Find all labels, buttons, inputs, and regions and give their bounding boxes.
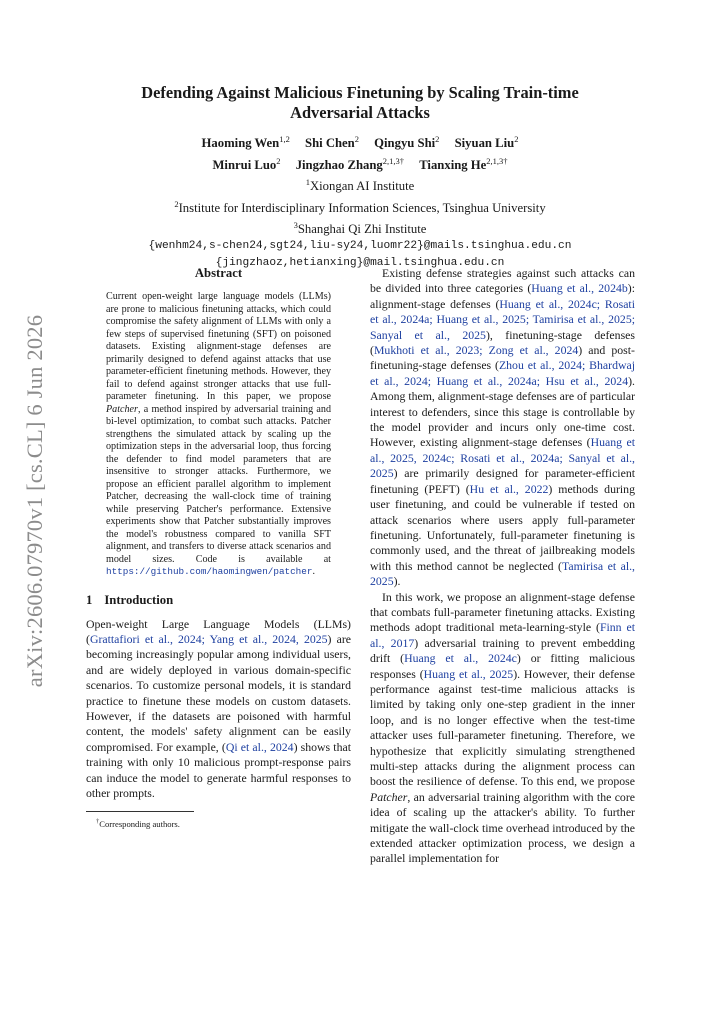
paragraph-text: ). [393, 574, 401, 589]
author-list [100, 130, 620, 174]
affiliation: $^1$Xiongan AI Institute [305, 177, 415, 194]
abstract-heading: Abstract [194, 266, 243, 280]
author: Shi Chen$^2$ [305, 134, 359, 151]
paragraph-text: ). Among them, alignment-stage defenses are of particular interest to defenders, since this stage is controllable by the model provider and incurs only one-time cost. However, existing alignment-stage defenses ( [370, 373, 636, 450]
citation-link[interactable]: Hu et al., 2022 [469, 481, 549, 496]
left-column [86, 266, 351, 830]
abstract-text: Current open-weight large language models (LLMs) are prone to malicious finetuning attacks, which could compromise the safety alignment of LLMs with only a few steps of supervised finetuning (SFT) on poisoned datasets. Existing alignment-stage defenses are primarily designed to defend against attacks that use parameter-efficient finetuning methods. However, they fail to defend against stronger attacks that use full-parameter finetuning. In this paper, we propose Patcher, a method inspired by adversarial training and bi-level optimization, to combat such attacks. Patcher strengthens the simulated attack by scaling up the optimization steps in the adversarial loop, thus forcing the defender to find model parameters that are insensitive to stronger attacks. Furthermore, we propose an efficient parallel algorithm to implement Patcher, decreasing the wall-clock time of training while preserving Patcher's performance. Extensive experiments show that Patcher substantially improves the model's robustness compared to vanilla SFT alignment, and transfers to diverse attack scenarios and model sizes. Code is available at https://github.com/haomingwen/patcher. [106, 291, 331, 577]
arxiv-sidebar [21, 312, 49, 690]
code-link[interactable]: https://github.com/haomingwen/patcher [106, 566, 313, 577]
citation-link[interactable]: Mukhoti et al., 2023; Zong et al., 2024 [373, 343, 579, 358]
citation-link[interactable]: Finn et al., 2017 [370, 620, 635, 650]
arxiv-identifier: arXiv:2606.07970v1 [cs.CL] 6 Jun 2026 [22, 314, 47, 688]
paragraph-text: ), finetuning-stage defenses ( [370, 327, 635, 358]
paragraph-text: In this work, we propose an alignment-stage defense that combats full-parameter finetuning attacks. Existing methods adopt traditional meta-learning-style ( [370, 589, 635, 635]
citation-link[interactable]: Huang et al., 2024c; Rosati et al., 2024a; Huang et al., 2025; Tamirisa et al., 2025; Sanyal et al., 2025 [370, 296, 635, 342]
citation-link[interactable]: Qi et al., 2024 [225, 739, 294, 754]
citation-link[interactable]: Huang et al., 2024c [404, 651, 517, 666]
right-column [370, 266, 635, 867]
paragraph-text: ). However, their defense performance against test-time malicious attacks is limited by taking only one-step gradient in the inner loop, and is no longer effective when the test-time attacker uses full-parameter finetuning. Therefore, we hypothesize that explicitly simulating strengthened multi-step attacks during the alignment process can boost the resilience of defense. To this end, we propose [370, 666, 635, 789]
paragraph-text: ) are primarily designed for parameter-efficient finetuning (PEFT) ( [370, 466, 635, 496]
body-paragraph [370, 266, 635, 590]
paragraph-text: ) adversarial training to prevent embedding drift ( [370, 635, 635, 666]
paragraph-text: ): alignment-stage defenses ( [370, 281, 635, 311]
method-name: Patcher [370, 789, 408, 804]
section-title: Introduction [104, 592, 174, 607]
author: Tianxing $He^{2,1,3\dagger}$ [419, 156, 508, 173]
citation-link[interactable]: Zhou et al., 2024; Bhardwaj et al., 2024; Huang et al., 2024a; Hsu et al., 2024 [370, 358, 635, 388]
footnote: †Corresponding authors. [96, 818, 180, 830]
section-heading [86, 593, 351, 608]
author: Haoming Wen$^{1,2}$ [201, 134, 290, 151]
paragraph-text: , an adversarial training algorithm with the core idea of scaling up the attacker's ability. To further mitigate the wall-clock time overhead introduced by the extended attacker optimization process, we design a parallel implementation for [370, 789, 635, 866]
author-line-1 [100, 130, 620, 152]
intro-paragraph: Open-weight Large Language Models (LLMs) (Grattafiori et al., 2024; Yang et al., 2024, 2025) are becoming increasingly popular among individual users, and are widely deployed in various domain-specific scenarios. To customize personal models, it is standard practice to finetune these models on custom datasets. However, if the datasets are poisoned with harmful content, the models' safety alignment can be easily compromised. For example, (Qi et al., 2024) shows that training with only 10 malicious prompt-response pairs can induce the model to generate harmful responses to other prompts. [86, 616, 352, 800]
paragraph-text: ) methods during user finetuning, and could be vulnerable if tested on attack scenarios where users apply full-parameter finetuning. Unfortunately, full-parameter finetuning is commonly used, and the threat of jailbreaking models with this method cannot be neglected ( [370, 481, 635, 573]
email-line: {wenhm24,s-chen24,sgt24,liu-sy24,luomr22}@mails.tsinghua.edu.cn [148, 240, 572, 253]
author: Minrui Luo$^2$ [212, 156, 281, 173]
citation-link[interactable]: Tamirisa et al., 2025 [370, 558, 635, 589]
citation-link[interactable]: Huang et al., 2024b [531, 281, 628, 296]
paper-title: Defending Against Malicious Finetuning by Scaling Train-time Adversarial Attacks [141, 83, 579, 122]
author: Siyuan Liu$^2$ [454, 134, 519, 151]
method-name: Patcher [106, 403, 138, 415]
footnote-divider [86, 811, 194, 812]
body-paragraph [370, 590, 635, 867]
author: Jingzhao Zhang$^{2,1,3\dagger}$ [295, 156, 405, 173]
paragraph-text: ) or fitting malicious responses ( [370, 651, 635, 681]
citation-link[interactable]: Huang et al., 2025, 2024c; Rosati et al., 2024a; Sanyal et al., 2025 [370, 435, 635, 481]
section-number: 1 [86, 592, 93, 607]
email-line: {jingzhaoz,hetianxing}@mail.tsinghua.edu.cn [215, 257, 505, 270]
paragraph-text: Existing defense strategies against such attacks can be divided into three categories ( [370, 266, 635, 296]
affiliation: $^3$Shanghai Qi Zhi Institute [293, 219, 427, 237]
paper-header [100, 83, 620, 272]
affiliation: $^2$Institute for Interdisciplinary Information Sciences, Tsinghua University [174, 198, 546, 215]
author: Qingyu Shi$^2$ [374, 134, 440, 151]
citation-link[interactable]: Grattafiori et al., 2024; Yang et al., 2024, 2025 [89, 631, 328, 646]
paragraph-text: ) and post-finetuning-stage defenses ( [370, 343, 635, 373]
citation-link[interactable]: Huang et al., 2025 [423, 666, 514, 681]
author-line-2 [100, 152, 620, 174]
